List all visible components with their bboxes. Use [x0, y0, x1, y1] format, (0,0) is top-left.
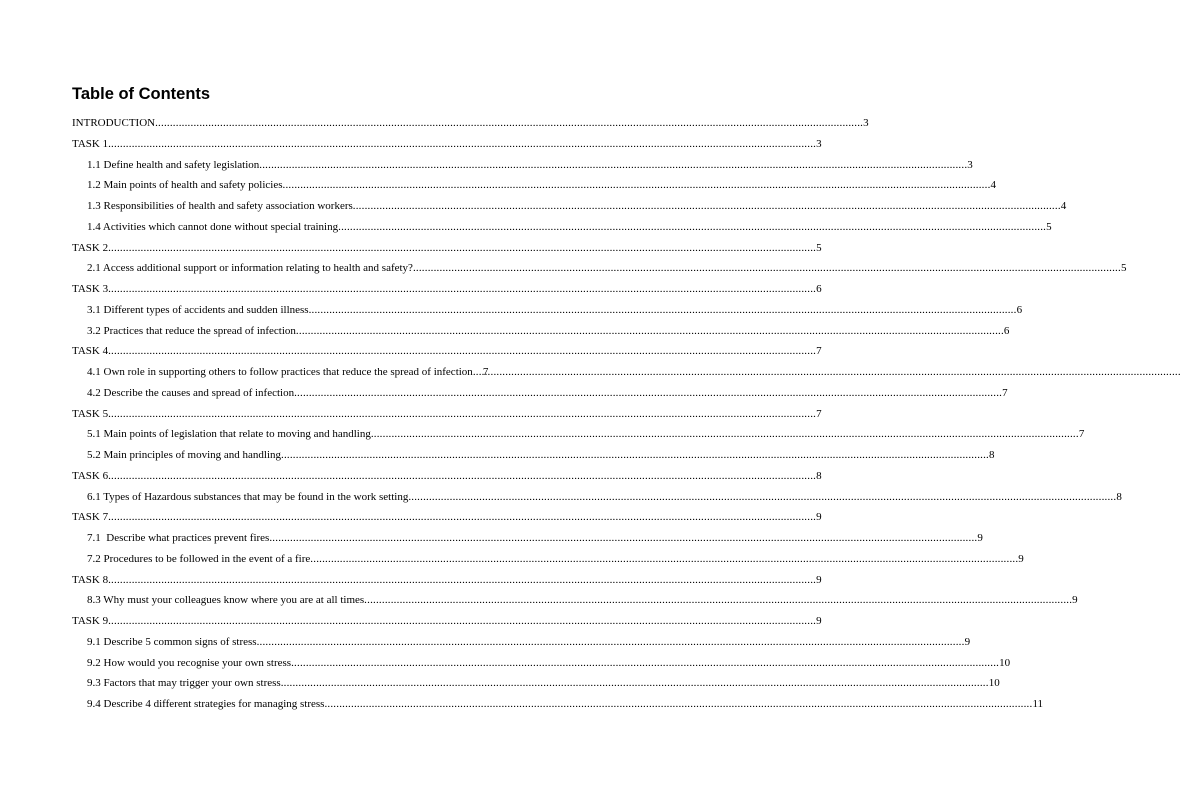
toc-entry-page: 10: [999, 656, 1011, 669]
toc-entry-page: 7: [1078, 428, 1085, 441]
toc-entry[interactable]: [87, 321, 1010, 342]
dot-leader: [108, 134, 816, 155]
toc-entry-label: TASK 6: [72, 469, 109, 482]
toc-entry-label: 1.1 Define health and safety legislation: [87, 158, 260, 171]
toc-entry[interactable]: [87, 590, 1078, 611]
dot-leader: [108, 611, 816, 632]
toc-entry-page: 9: [816, 511, 822, 524]
toc-entry-page: 9: [816, 573, 822, 586]
toc-list: [0, 113, 1127, 715]
toc-title: Table of Contents: [72, 85, 211, 103]
toc-entry-label: TASK 3: [72, 283, 109, 295]
toc-entry-label: 3.1 Different types of accidents and sudden illness: [87, 303, 309, 316]
toc-entry[interactable]: [87, 155, 973, 176]
dot-leader: [108, 507, 816, 528]
dot-leader: [291, 653, 999, 674]
toc-entry[interactable]: [87, 549, 1024, 570]
toc-entry-page: 3: [967, 158, 973, 171]
dot-leader: [108, 341, 816, 362]
dot-leader: [413, 258, 1121, 279]
dot-leader: [309, 300, 1017, 321]
toc-entry[interactable]: [87, 528, 983, 549]
toc-entry[interactable]: [72, 341, 822, 362]
toc-entry-page: 11: [1032, 698, 1044, 710]
dot-leader: [269, 528, 977, 549]
toc-entry-page: 8: [989, 449, 995, 461]
toc-entry-label: 3.2 Practices that reduce the spread of infection: [87, 324, 296, 337]
toc-entry[interactable]: [87, 300, 1023, 321]
dot-leader: [364, 590, 1072, 611]
toc-entry-page: 4: [1060, 200, 1067, 212]
toc-entry-label: TASK 1: [72, 137, 109, 150]
toc-entry-label: 4.1 Own role in supporting others to follow practices that reduce the spread of infection: [87, 366, 473, 378]
dot-leader: [281, 445, 989, 466]
toc-entry[interactable]: [87, 694, 1044, 715]
toc-entry-page: 5: [1120, 262, 1127, 275]
toc-entry-page: 3: [863, 117, 869, 129]
toc-entry[interactable]: [87, 632, 971, 653]
dot-leader: [108, 238, 816, 259]
toc-entry-label: 9.1 Describe 5 common signs of stress: [87, 635, 257, 648]
toc-entry-label: INTRODUCTION: [72, 117, 156, 129]
toc-entry-label: 5.1 Main points of legislation that relate to moving and handling: [87, 428, 371, 441]
dot-leader: [257, 632, 965, 653]
toc-entry-page: 5: [816, 241, 822, 254]
toc-entry[interactable]: [72, 570, 822, 591]
toc-entry-page: 4: [990, 179, 997, 192]
toc-entry-page: 7: [482, 366, 489, 378]
toc-entry-page: 9: [977, 532, 983, 544]
toc-entry[interactable]: [87, 383, 1008, 404]
dot-leader: [108, 570, 816, 591]
toc-entry-label: TASK 2: [72, 241, 109, 254]
dot-leader: [296, 321, 1004, 342]
toc-entry[interactable]: [87, 424, 1085, 445]
toc-entry-label: TASK 8: [72, 573, 109, 586]
dot-leader: [108, 466, 816, 487]
toc-entry-page: 8: [1116, 490, 1122, 503]
dot-leader: [371, 424, 1079, 445]
dot-leader: [155, 113, 863, 134]
toc-entry-label: 1.4 Activities which cannot done without special training: [87, 220, 339, 233]
dot-leader: [294, 383, 1002, 404]
toc-entry-page: 9: [816, 615, 822, 627]
toc-entry-label: 9.4 Describe 4 different strategies for managing stress: [87, 698, 325, 710]
toc-entry[interactable]: [87, 175, 997, 196]
toc-entry[interactable]: [87, 487, 1122, 508]
toc-entry-label: 8.3 Why must your colleagues know where you are at all times: [87, 594, 365, 607]
dot-leader: [408, 487, 1116, 508]
toc-entry[interactable]: [87, 653, 1011, 674]
toc-entry-page: 9: [1018, 552, 1024, 565]
dot-leader: [310, 549, 1018, 570]
toc-entry-page: 7: [1002, 386, 1008, 399]
toc-entry-page: 10: [988, 677, 1000, 690]
toc-entry-page: 6: [1003, 324, 1010, 337]
toc-entry-label: TASK 7: [72, 511, 109, 524]
toc-entry[interactable]: [72, 507, 822, 528]
toc-entry[interactable]: [87, 362, 527, 383]
dot-leader: [108, 404, 816, 425]
toc-entry[interactable]: [87, 196, 1067, 217]
toc-entry-label: 1.3 Responsibilities of health and safety association workers: [87, 200, 353, 212]
toc-entry[interactable]: [72, 466, 822, 487]
dot-leader: [338, 217, 1046, 238]
toc-entry-label: TASK 5: [72, 407, 109, 420]
toc-entry[interactable]: [72, 134, 822, 155]
toc-entry-page: 9: [964, 635, 971, 648]
dot-leader: [281, 673, 989, 694]
toc-entry[interactable]: [72, 279, 822, 300]
toc-entry-page: 8: [816, 469, 822, 482]
toc-entry-page: 7: [816, 345, 822, 358]
toc-entry-label: TASK 4: [72, 345, 109, 358]
toc-entry-label: 7.2 Procedures to be followed in the event of a fire: [87, 552, 311, 565]
toc-entry[interactable]: [87, 673, 1000, 694]
toc-entry-label: 2.1 Access additional support or information relating to health and safety?: [87, 262, 413, 275]
toc-entry-label: TASK 9: [72, 615, 109, 627]
toc-entry-label: 9.2 How would you recognise your own stress: [87, 656, 292, 669]
toc-entry[interactable]: [72, 611, 822, 632]
toc-entry[interactable]: [87, 445, 995, 466]
toc-entry-label: 5.2 Main principles of moving and handling: [87, 449, 281, 461]
toc-entry[interactable]: [72, 238, 822, 259]
toc-entry-page: 6: [1016, 303, 1023, 316]
toc-entry[interactable]: [72, 404, 822, 425]
toc-entry[interactable]: [87, 217, 1052, 238]
toc-entry-label: 9.3 Factors that may trigger your own stress: [87, 677, 281, 690]
dot-leader: [353, 196, 1061, 217]
dot-leader: [259, 155, 967, 176]
toc-entry-label: 4.2 Describe the causes and spread of infection: [87, 386, 295, 399]
toc-entry-page: 6: [816, 283, 822, 295]
toc-entry-label: 6.1 Types of Hazardous substances that may be found in the work setting: [87, 490, 409, 503]
toc-entry-page: 7: [816, 407, 822, 420]
toc-entry-label: 1.2 Main points of health and safety policies: [87, 179, 283, 192]
toc-entry[interactable]: [72, 113, 869, 134]
dot-leader: [283, 175, 991, 196]
toc-entry-page: 3: [816, 137, 822, 150]
dot-leader: [473, 362, 483, 383]
toc-entry-page: 5: [1046, 220, 1052, 233]
toc-entry-label: 7.1 Describe what practices prevent fires: [87, 532, 270, 544]
toc-entry[interactable]: [87, 258, 1127, 279]
dot-leader: [108, 279, 816, 300]
toc-entry-page: 9: [1072, 594, 1078, 607]
dot-leader: [324, 694, 1032, 715]
